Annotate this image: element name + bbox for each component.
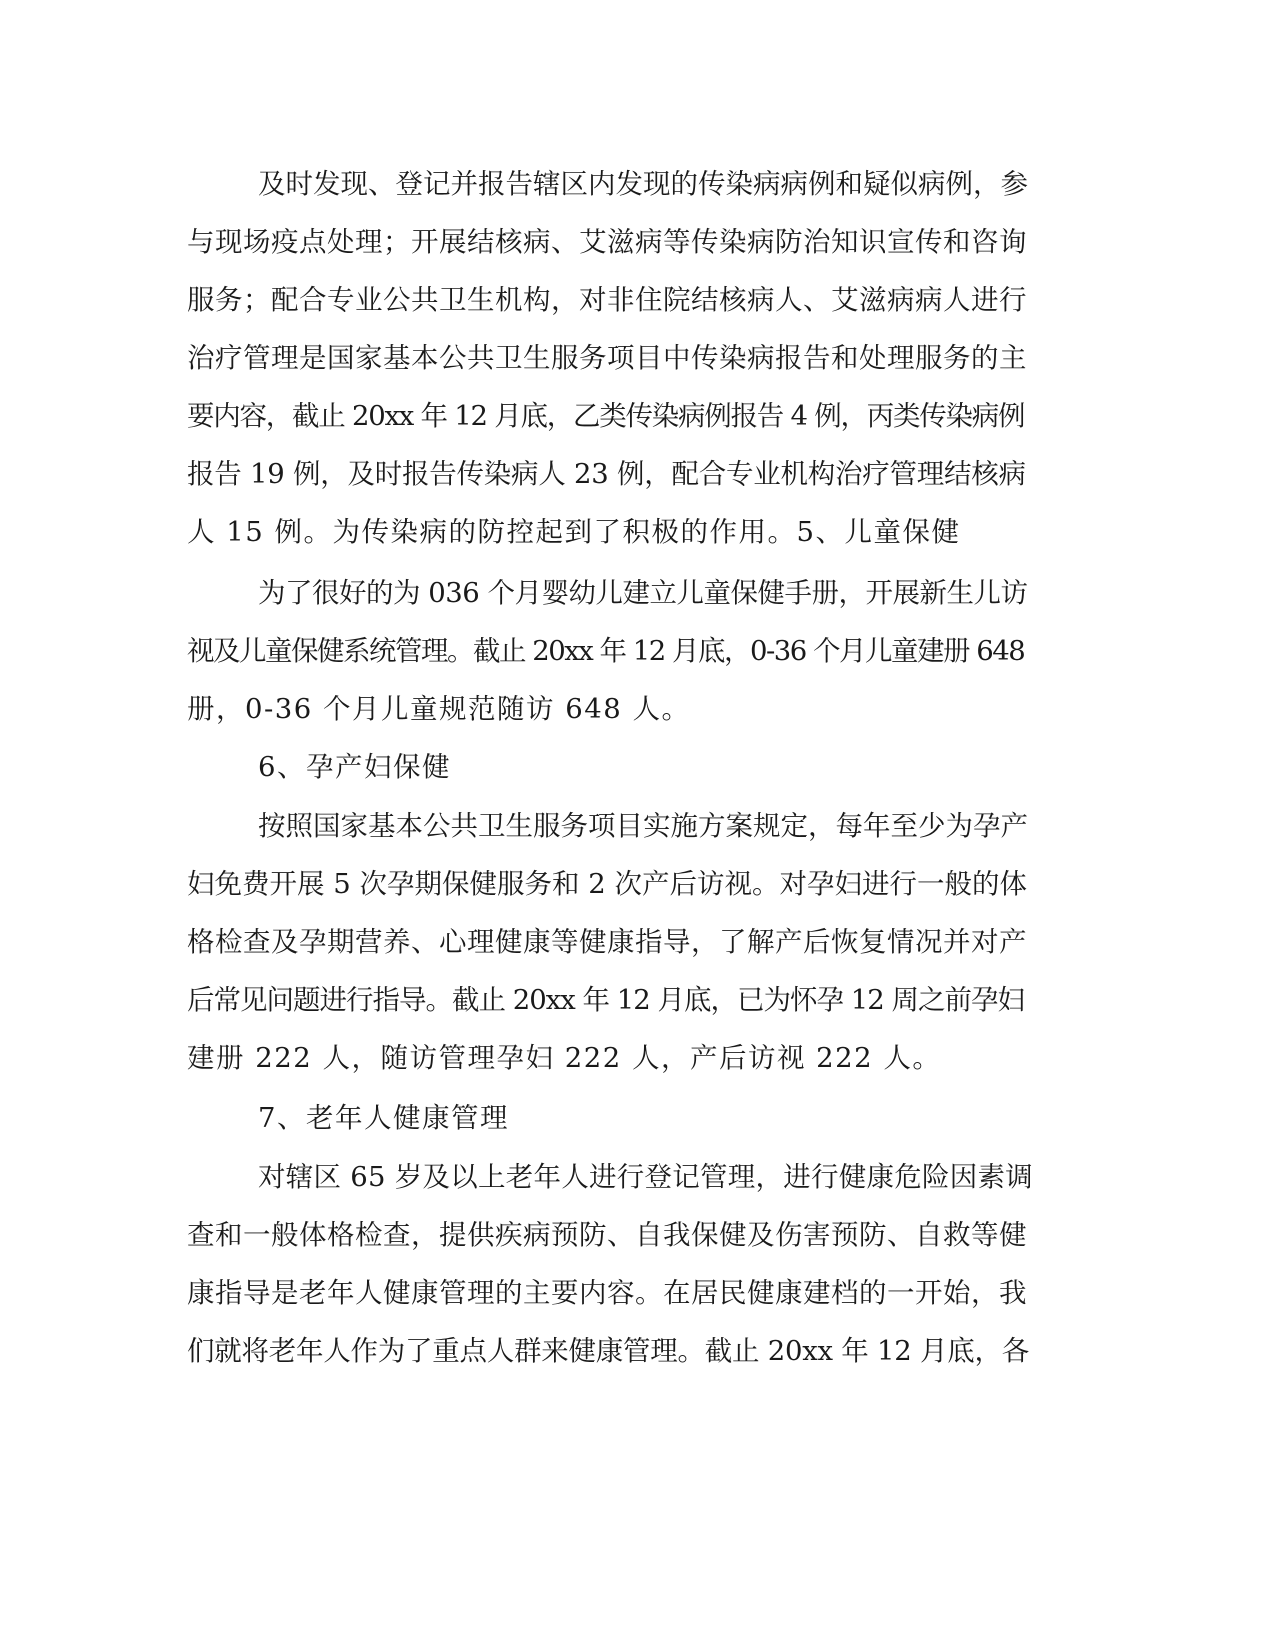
text-line: 与现场疫点处理；开展结核病、艾滋病等传染病防治知识宣传和咨询 bbox=[187, 226, 1027, 258]
text-line: 报告 19 例，及时报告传染病人 23 例，配合专业机构治疗管理结核病 bbox=[187, 458, 1026, 490]
text-line: 康指导是老年人健康管理的主要内容。在居民健康建档的一开始，我 bbox=[187, 1277, 1027, 1309]
text-line: 按照国家基本公共卫生服务项目实施方案规定，每年至少为孕产 bbox=[258, 810, 1028, 842]
text-line: 查和一般体格检查，提供疾病预防、自我保健及伤害预防、自救等健 bbox=[187, 1219, 1027, 1251]
text-line: 对辖区 65 岁及以上老年人进行登记管理，进行健康危险因素调 bbox=[258, 1161, 1033, 1193]
text-line: 视及儿童保健系统管理。截止 20xx 年 12 月底，0-36 个月儿童建册 648 bbox=[187, 635, 1025, 667]
text-line: 为了很好的为 036 个月婴幼儿建立儿童保健手册，开展新生儿访 bbox=[258, 577, 1028, 609]
text-line: 妇免费开展 5 次孕期保健服务和 2 次产后访视。对孕妇进行一般的体 bbox=[187, 868, 1027, 900]
text-line: 服务；配合专业公共卫生机构，对非住院结核病人、艾滋病病人进行 bbox=[187, 284, 1027, 316]
text-line: 们就将老年人作为了重点人群来健康管理。截止 20xx 年 12 月底，各 bbox=[187, 1335, 1029, 1367]
text-line: 建册 222 人，随访管理孕妇 222 人，产后访视 222 人。 bbox=[187, 1042, 942, 1074]
text-line: 治疗管理是国家基本公共卫生服务项目中传染病报告和处理服务的主 bbox=[187, 342, 1027, 374]
section-heading: 7、老年人健康管理 bbox=[258, 1102, 509, 1134]
text-line: 后常见问题进行指导。截止 20xx 年 12 月底，已为怀孕 12 周之前孕妇 bbox=[187, 984, 1024, 1016]
text-line: 格检查及孕期营养、心理健康等健康指导，了解产后恢复情况并对产 bbox=[187, 926, 1027, 958]
text-line: 要内容，截止 20xx 年 12 月底，乙类传染病例报告 4 例，丙类传染病例 bbox=[187, 400, 1025, 432]
section-heading: 6、孕产妇保健 bbox=[258, 751, 451, 783]
text-line: 册，0-36 个月儿童规范随访 648 人。 bbox=[187, 693, 691, 725]
text-line: 及时发现、登记并报告辖区内发现的传染病病例和疑似病例，参 bbox=[258, 168, 1028, 200]
text-line: 人 15 例。为传染病的防控起到了积极的作用。5、儿童保健 bbox=[187, 516, 961, 548]
